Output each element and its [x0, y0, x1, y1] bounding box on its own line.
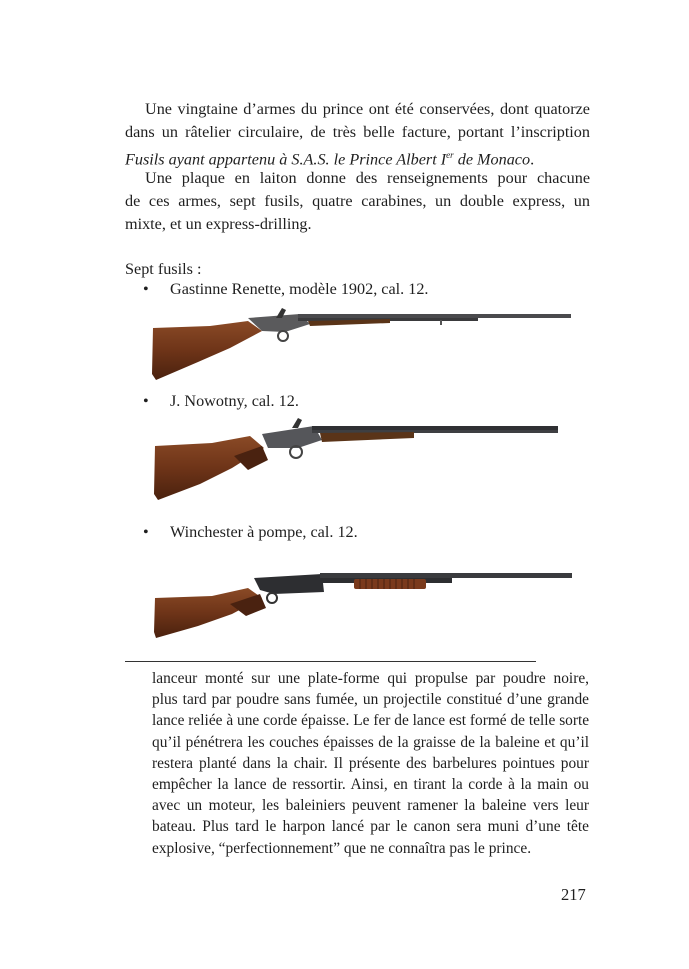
- item-label: Gastinne Renette, modèle 1902, cal. 12.: [170, 280, 429, 298]
- inscription-sup: er: [446, 150, 454, 160]
- bullet-icon: •: [143, 392, 149, 410]
- footnote-line: bateau. Plus tard le harpon lancé par le canon sera muni d’une tête: [152, 818, 589, 836]
- item-label: Winchester à pompe, cal. 12.: [170, 523, 358, 541]
- list-item: [143, 278, 428, 301]
- section-heading: Sept fusils :: [125, 260, 202, 278]
- gun-image-nowotny: [152, 416, 562, 504]
- bullet-icon: •: [143, 523, 149, 541]
- list-item: [143, 521, 358, 544]
- footnote-line: qu’il pénétrera les couches épaisses de la graisse de la baleine et qu’il: [152, 733, 589, 751]
- footnote-line: explosive, “perfectionnement” que ne connaîtra pas le prince.: [152, 839, 532, 857]
- intro-line-2: dans un râtelier circulaire, de très belle facture, portant l’inscription: [125, 123, 590, 141]
- bullet-icon: •: [143, 280, 149, 298]
- item-label: J. Nowotny, cal. 12.: [170, 392, 299, 410]
- gun-image-gastinne-renette: [150, 304, 574, 384]
- plaque-line-2: de ces armes, sept fusils, quatre carabines, un double express, un: [125, 192, 590, 210]
- inscription-end: de Monaco: [453, 150, 531, 169]
- footnote: [152, 668, 589, 859]
- paragraph-intro: [125, 98, 590, 171]
- inscription-period: .: [530, 150, 535, 169]
- list-item: [143, 390, 299, 413]
- footnote-line: restera planté dans la chair. Il présente des barbelures pointues pour: [152, 754, 589, 772]
- footnote-separator: [125, 661, 536, 662]
- footnote-line: lanceur monté sur une plate-forme qui propulse par poudre noire,: [152, 670, 589, 687]
- footnote-line: plus tard par poudre sans fumée, un projectile constitué d’une grande: [152, 691, 589, 709]
- footnote-line: empêcher la lance de ressortir. Ainsi, en tirant la corde à la main ou: [152, 776, 589, 794]
- plaque-line-3: mixte, et un express-drilling.: [125, 215, 312, 233]
- inscription-text: Fusils ayant appartenu à S.A.S. le Prince Albert I: [125, 150, 447, 169]
- plaque-line-1: Une plaque en laiton donne des renseignements pour chacune: [145, 169, 590, 187]
- gun-image-winchester: [150, 568, 574, 642]
- footnote-line: lance reliée à une corde épaisse. Le fer de lance est formé de telle sorte: [152, 712, 590, 730]
- footnote-line: avec un moteur, les baleiniers peuvent ramener la baleine vers leur: [152, 797, 589, 815]
- page-number: 217: [561, 885, 586, 904]
- paragraph-plaque: [125, 167, 590, 236]
- intro-line-1: Une vingtaine d’armes du prince ont été conservées, dont quatorze: [145, 100, 590, 118]
